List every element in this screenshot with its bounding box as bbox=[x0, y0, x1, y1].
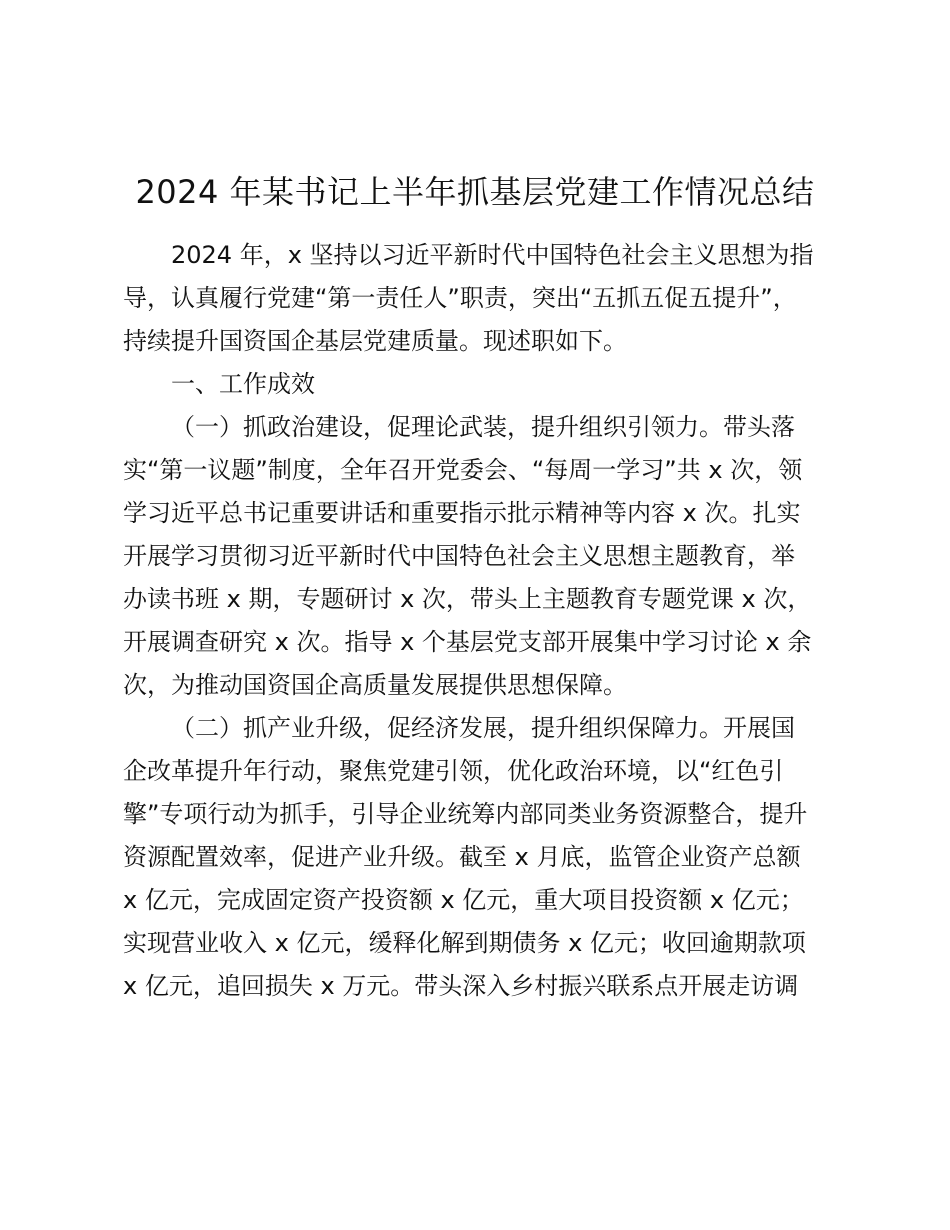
paragraph-line: x 亿元，追回损失 x 万元。带头深入乡村振兴联系点开展走访调 bbox=[123, 972, 799, 1000]
paragraph-line: （一）抓政治建设，促理论武装，提升组织引领力。带头落 bbox=[171, 413, 795, 441]
paragraph-line: （二）抓产业升级，促经济发展，提升组织保障力。开展国 bbox=[171, 714, 795, 742]
paragraph-line: 企改革提升年行动，聚焦党建引领，优化政治环境，以“红色引 bbox=[123, 757, 784, 785]
document-title: 2024 年某书记上半年抓基层党建工作情况总结 bbox=[135, 173, 815, 211]
paragraph-line: 擎”专项行动为抓手，引导企业统筹内部同类业务资源整合，提升 bbox=[123, 800, 808, 828]
paragraph-line: 开展调查研究 x 次。指导 x 个基层党支部开展集中学习讨论 x 余 bbox=[123, 628, 812, 656]
paragraph-line: 持续提升国资国企基层党建质量。现述职如下。 bbox=[123, 327, 627, 355]
paragraph-line: 学习近平总书记重要讲话和重要指示批示精神等内容 x 次。扎实 bbox=[123, 499, 801, 527]
paragraph-line: 导，认真履行党建“第一责任人”职责，突出“五抓五促五提升”， bbox=[123, 284, 797, 312]
section-heading: 一、工作成效 bbox=[171, 370, 315, 398]
paragraph-line: 次，为推动国资国企高质量发展提供思想保障。 bbox=[123, 671, 627, 699]
paragraph-line: 2024 年，x 坚持以习近平新时代中国特色社会主义思想为指 bbox=[171, 241, 814, 269]
paragraph-line: 开展学习贯彻习近平新时代中国特色社会主义思想主题教育，举 bbox=[123, 542, 795, 570]
document-body bbox=[123, 234, 835, 1008]
paragraph-line: 实“第一议题”制度，全年召开党委会、“每周一学习”共 x 次，领 bbox=[123, 456, 803, 484]
paragraph-line: 实现营业收入 x 亿元，缓释化解到期债务 x 亿元；收回逾期款项 bbox=[123, 929, 806, 957]
paragraph-line: 资源配置效率，促进产业升级。截至 x 月底，监管企业资产总额 bbox=[123, 843, 801, 871]
paragraph-line: x 亿元，完成固定资产投资额 x 亿元，重大项目投资额 x 亿元； bbox=[123, 886, 804, 914]
paragraph-line: 办读书班 x 期，专题研讨 x 次，带头上主题教育专题党课 x 次， bbox=[123, 585, 812, 613]
